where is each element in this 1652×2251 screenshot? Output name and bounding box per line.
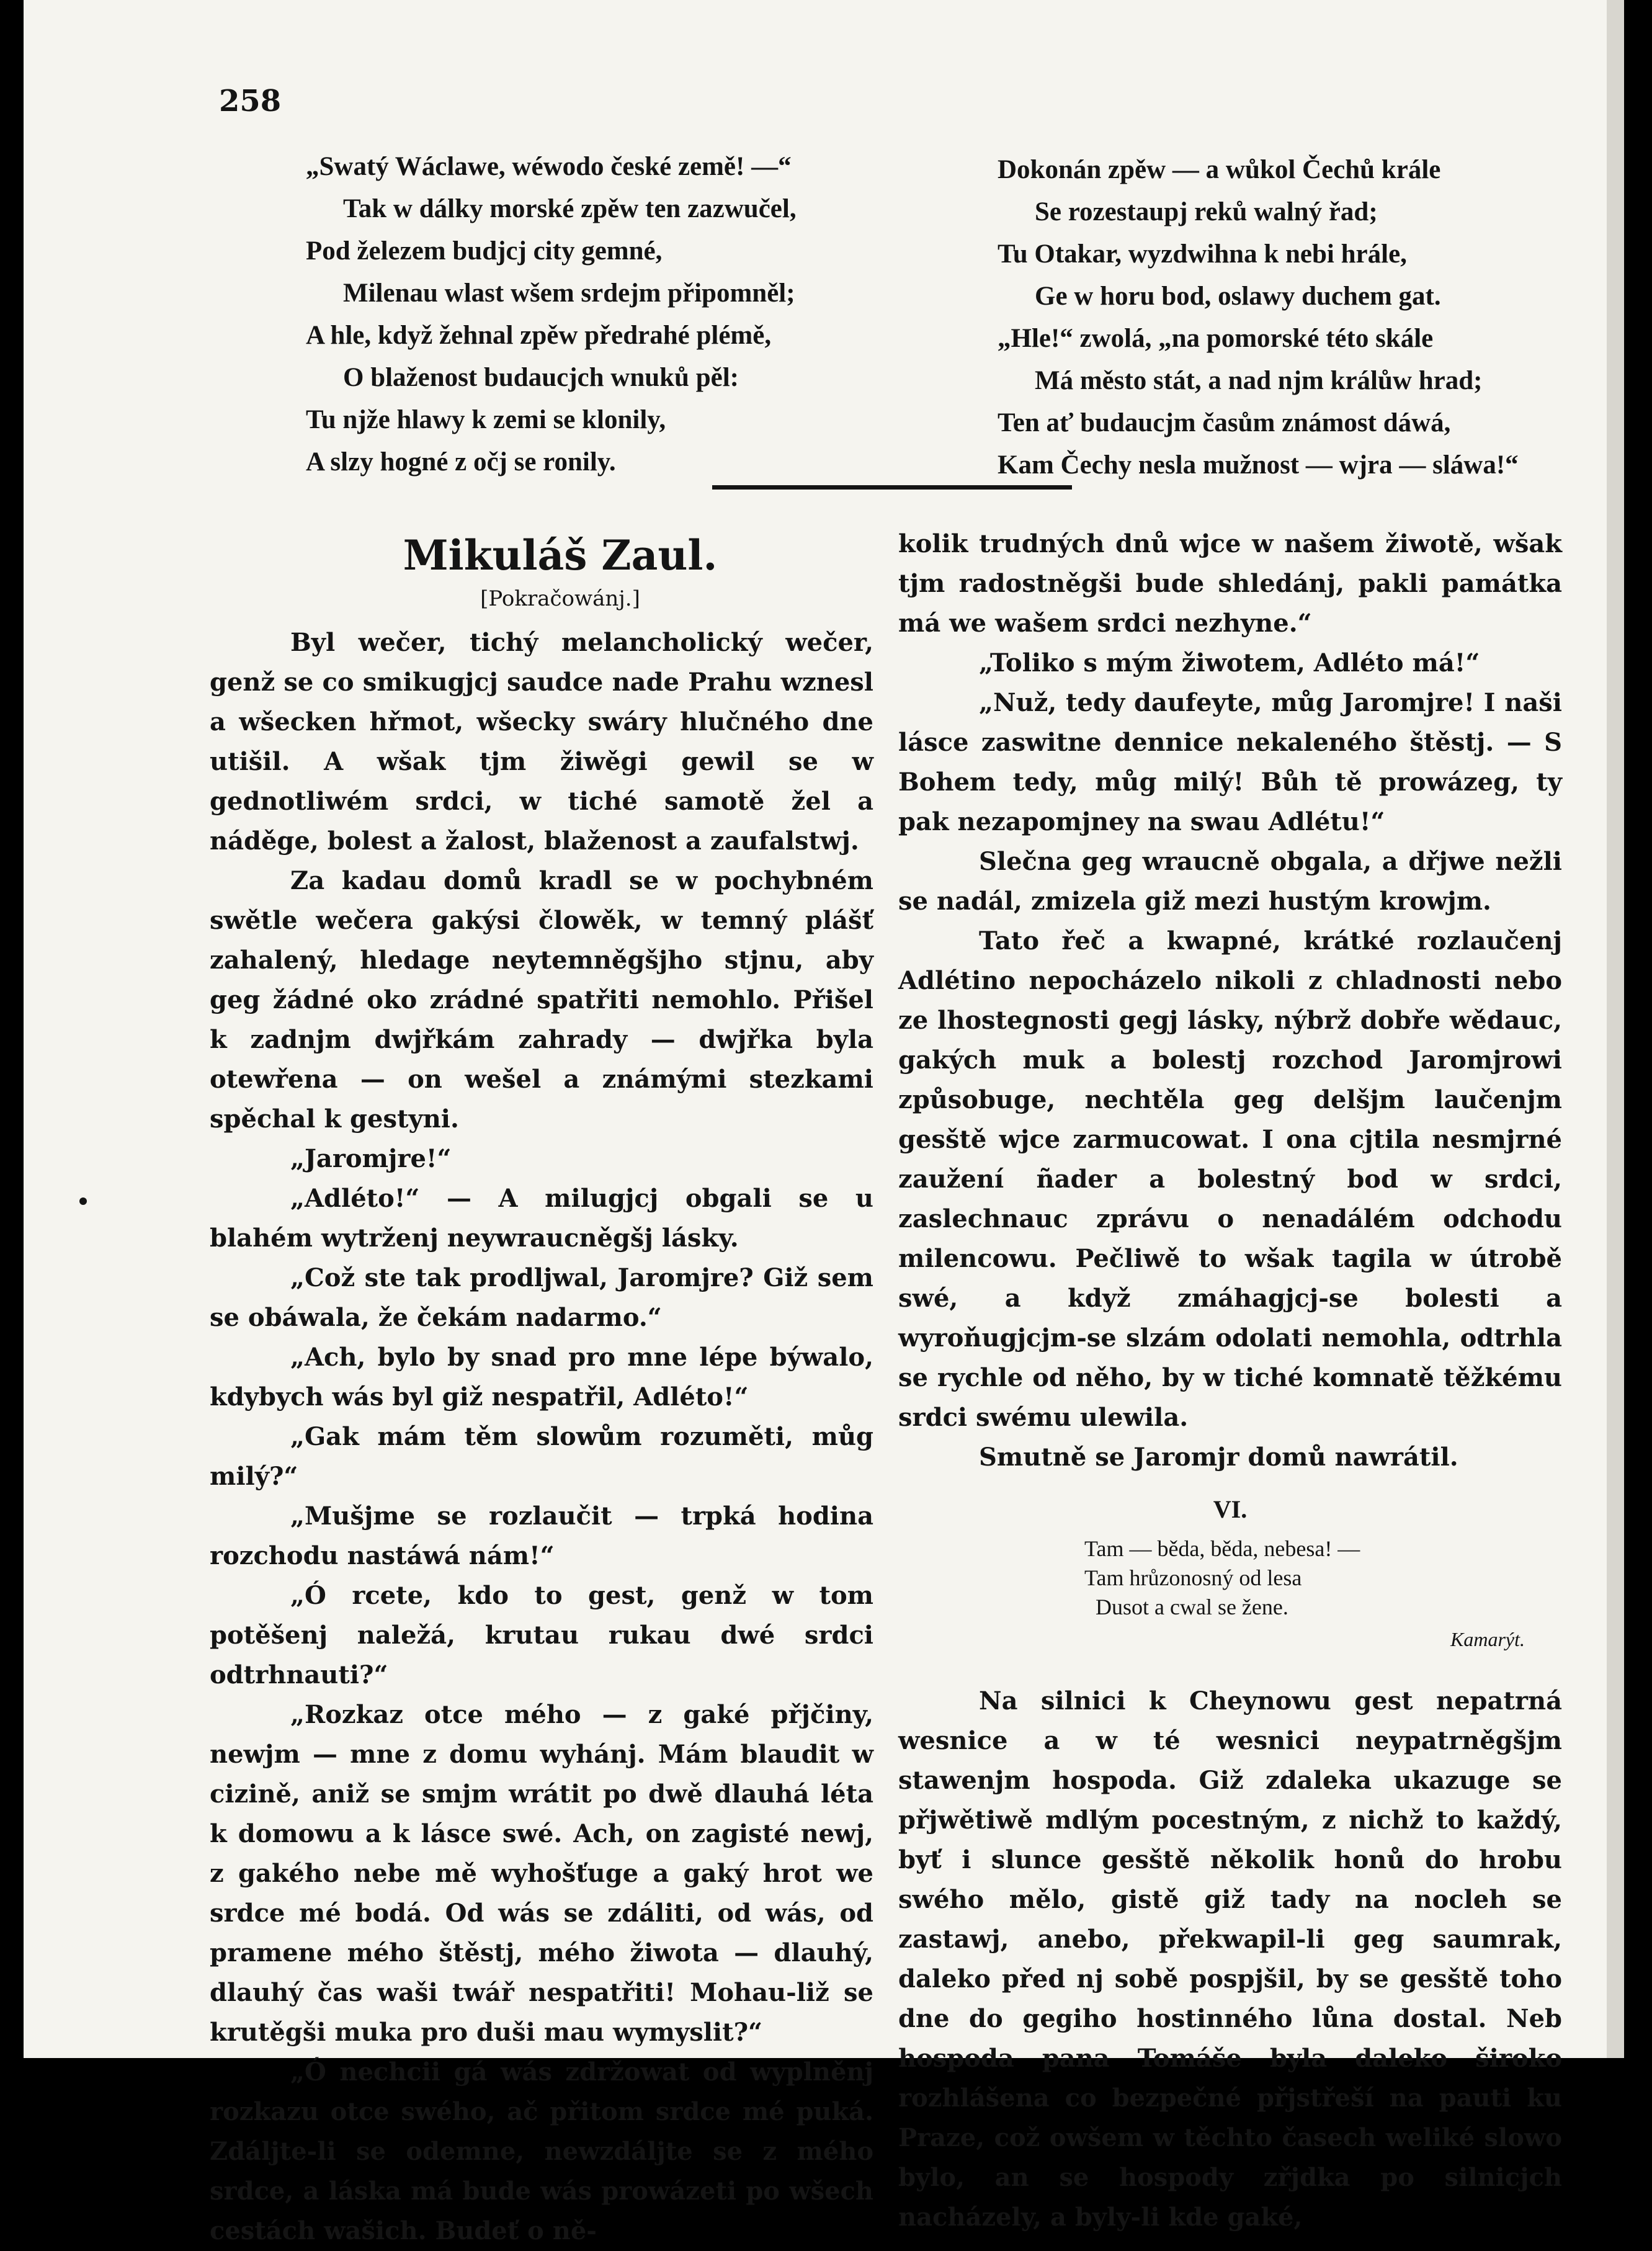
poem-line: „Hle!“ zwolá, „na pomorské této skále [998,324,1434,353]
poem-right [998,149,1519,486]
poem-line: Kam Čechy nesla mužnost — wjra — sláwa!“ [998,450,1519,480]
paragraph: „Adléto!“ — A milugjcj obgali se u blahém wytrženj neywraucněgšj lásky. [210,1184,873,1253]
section-number: VI. [1213,1495,1248,1523]
article-title: Mikuláš Zaul. [403,531,718,580]
poem-line: A hle, když žehnal zpěw předrahé plémě, [306,321,772,350]
epigraph-line: Tam — běda, běda, nebesa! — [1084,1536,1360,1561]
paragraph: Byl wečer, tichý melancholický wečer, genž se co smikugjcj saudce nade Prahu wznesl a wšecken hřmot, wšecky swáry hlučného dne utišil. A wšak tjm žiwěgi gewil se w gednotliwém srdci, w tiché samotě žel a náděge, bolest a žalost, blaženost a zaufalstwj. [210,628,873,856]
poem-line: Milenau wlast wšem srdejm připomněl; [343,279,795,308]
paragraph: „Ach, bylo by snad pro mne lépe býwalo, kdybych wás byl giž nespatřil, Adléto!“ [210,1343,873,1412]
paragraph: Tato řeč a kwapné, krátké rozlaučenj Adlétino nepocházelo nikoli z chladnosti nebo ze lhostegnosti gegj lásky, nýbrž dobře wědauc, gakých muk a bolestj rozchod Jaromjrowi způsobuge, nechtěla geg delšjm laučenjm gesště wjce zarmucowat. I ona cjtila nesmjrné zaužení ñader a bolestný bod w srdci, zaslechnauc zprávu o nenadálém odchodu milencowu. Pečliwě to wšak tagila w útrobě swé, a když zmáhagjcj-se bolesti a wyroňugjcjm-se slzám odolati nemohla, odtrhla se rychle od něho, by w tiché komnatě těžkému srdci swému ulewila. [898,926,1562,1432]
poem-line: Ten ať budaucjm časům známost dáwá, [998,408,1451,437]
epigraph-author: Kamarýt. [1450,1628,1525,1650]
poem-line: A slzy hogné z očj se ronily. [306,447,616,477]
poem-left [306,146,797,483]
poem-line: Se rozestaupj reků walný řad; [1035,197,1378,226]
poem-line: Ge w horu bod, oslawy duchem gat. [1035,282,1441,311]
left-column [210,527,873,2251]
page-number: 258 [219,84,282,119]
epigraph-line: Tam hrůzonosný od lesa [1084,1565,1302,1590]
paragraph: Na silnici k Cheynowu gest nepatrná wesnice a w té wesnici neypatrněgšjm stawenjm hospoda. Giž zdaleka ukazuge se přjwětiwě mdlým pocestným, z nichž to každý, byť i slunce gesště několik honů do hrobu swého mělo, gistě giž tady na nocleh se zastawj, anebo, překwapil-li geg saumrak, daleko před nj sobě pospjšil, by se gesště toho dne do gegiho hostinného lůna dostal. Neb hospoda pana Tomáše byla daleko široko rozhlášena co bezpečné přjstřeší na pauti ku Praze, což owšem w těchto časech weliké slowo bylo, an se hospody zřjdka po silnicjch nacházely, a byly-li kde gaké, [898,1686,1562,2232]
poem-line: „Swatý Wáclawe, wéwodo české země! —“ [306,152,792,181]
paragraph: „Mušjme se rozlaučit — trpká hodina rozchodu nastáwá nám!“ [210,1501,873,1570]
margin-mark [79,1197,87,1205]
paragraph: Smutně se Jaromjr domů nawrátil. [979,1443,1458,1472]
paragraph: Za kadau domů kradl se w pochybném swětle wečera gakýsi člowěk, w temný plášť zahalený, hledage neytemněgšjho stjnu, aby geg žádné oko zrádné spatřiti nemohlo. Přišel k zadnjm dwjřkám zahrady — dwjřka byla otewřena — on wešel a známými stezkami spěchal k gestyni. [210,866,873,1134]
paragraph: „Ó nechcii gá wás zdržowat od wyplněnj rozkazu otce swého, ač přitom srdce mé puká. Zdáljte-li se odemne, newzdáljte se z mého srdce, a láska má bude wás prowázeti po wšech cestách wašich. Budeť o ně- [210,2057,873,2245]
epigraph-line: Dusot a cwal se žene. [1096,1595,1288,1619]
poem-line: Tak w dálky morské zpěw ten zazwučel, [343,194,797,223]
poem-line: Tu njže hlawy k zemi se klonily, [306,405,666,434]
page-edge [1607,0,1624,2058]
epigraph [1084,1534,1562,1622]
poem-line: Dokonán zpěw — a wůkol Čechů krále [998,155,1441,184]
paragraph: „Gak mám těm slowům rozuměti, můg milý?“ [210,1422,873,1491]
book-page [24,0,1624,2245]
paragraph: Slečna geg wraucně obgala, a dřjwe nežli se nadál, zmizela giž mezi hustým krowjm. [898,847,1562,916]
paragraph: „Jaromjre!“ [290,1144,452,1173]
paragraph: „Nuž, tedy daufeyte, můg Jaromjre! I naši lásce zaswitne dennice nekaleného štěstj. — S Bohem tedy, můg milý! Bůh tě prowázeg, ty pak nezapomjney na swau Adlétu!“ [898,688,1562,836]
right-column [898,524,1562,2237]
article-continuation: [Pokračowánj.] [480,586,640,611]
poem-line: Má město stát, a nad njm králůw hrad; [1035,366,1483,395]
poem-line: Tu Otakar, wyzdwihna k nebi hrále, [998,239,1407,269]
paragraph: „Rozkaz otce mého — z gaké přjčiny, newjm — mne z domu wyhánj. Mám blaudit w cizině, aniž se smjm wrátit po dwě dlauhá léta k domowu a k lásce swé. Ach, on zagisté newj, z gakého nebe mě wyhošťuge a gaký hrot we srdce mé bodá. Od wás se zdáliti, od wás, od pramene mého štěstj, mého žiwota — dlauhý, dlauhý čas waši twář nespatřiti! Mohau-liž se krutěgši muka pro duši mau wymyslit?“ [210,1700,873,2047]
section-divider [712,485,1072,490]
paragraph: „Ó rcete, kdo to gest, genž w tom potěšenj naležá, krutau rukau dwé srdci odtrhnauti?“ [210,1581,873,1689]
paragraph: „Což ste tak prodljwal, Jaromjre? Giž sem se obáwala, že čekám nadarmo.“ [210,1263,873,1332]
paragraph: „Toliko s mým žiwotem, Adléto má!“ [979,648,1480,678]
paragraph: kolik trudných dnů wjce w našem žiwotě, wšak tjm radostněgši bude shledánj, pakli památka má we wašem srdci nezhyne.“ [898,529,1562,638]
poem-line: Pod železem budjcj city gemné, [306,236,663,266]
poem-line: O blaženost budaucjch wnuků pěl: [343,363,739,392]
